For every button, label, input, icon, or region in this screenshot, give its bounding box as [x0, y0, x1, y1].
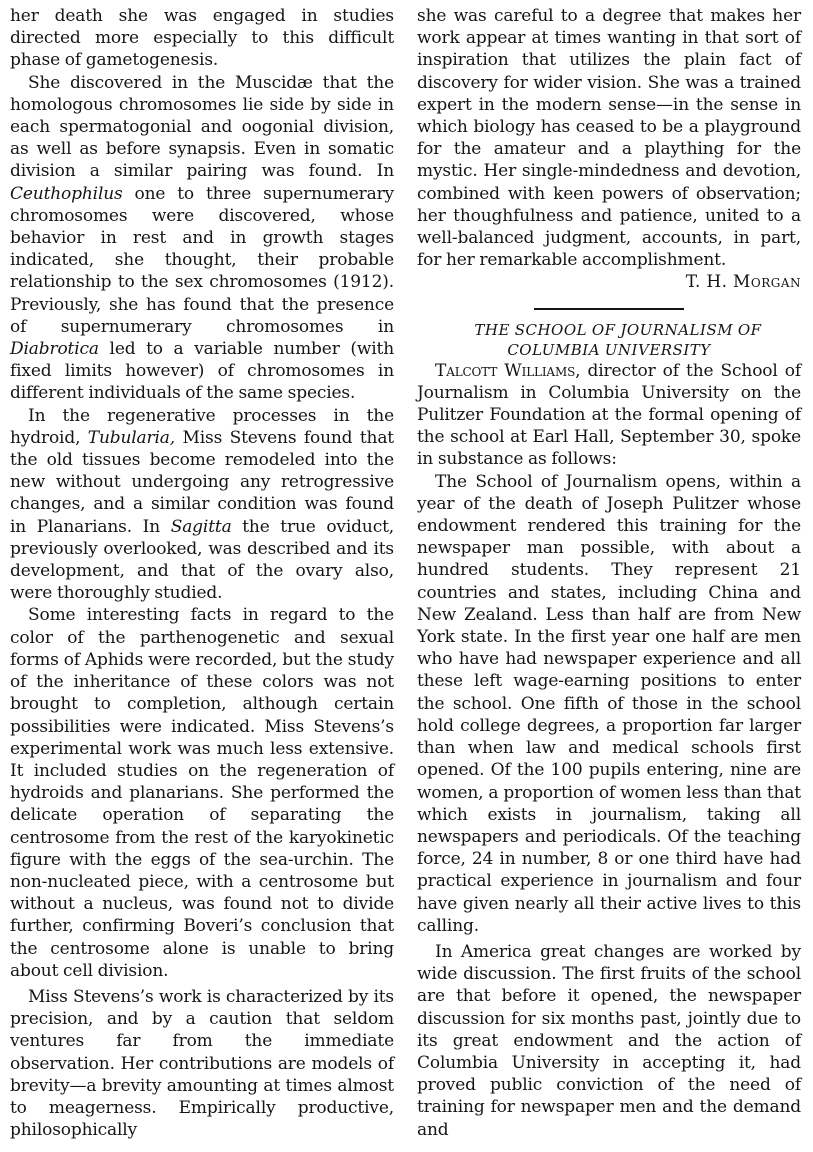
paragraph-character: Miss Stevens’s work is characterized by its precision, and by a caution that seldom ventures far from the immediate observation. Her contributions are models of brevity—a brevity amounting at times almost to meagerness. Empirically productive, philosophically [10, 986, 394, 1141]
author-signature: T. H. Morgan [685, 272, 801, 293]
paragraph-regeneration: In the regenerative processes in the hydroid, Tubularia, Miss Stevens found that the old tissues become remodeled into the new without undergoing any retrogressive changes, and a similar condition was found in Planarians. In Sagitta the true oviduct, previously overlooked, was described and its development, and that of the ovary also, were thoroughly studied. [10, 405, 395, 604]
left-column [10, 5, 394, 1141]
section-divider [534, 308, 684, 310]
right-column [417, 5, 801, 1141]
paragraph-students: The School of Journalism opens, within a year of the death of Joseph Pulitzer whose endowment rendered this training for the newspaper man possible, with about a hundred students. They represent 21 countries and states, including China and New Zealand. Less than half are from New York state. In the first year one half are men who have had newspaper experience and all these left wage-earning positions to enter the school. One fifth of those in the school hold college degrees, a proportion far larger than when law and medical schools first opened. Of the 100 pupils entering, nine are women, a proportion of women less than that which exists in journalism, taking all newspapers and periodicals. Of the teaching force, 24 in number, 8 or one third have had practical experience in journalism and four have given nearly all their active lives to this calling. [417, 471, 801, 936]
genus-name: Diabrotica [10, 339, 99, 360]
paragraph-aphids: Some interesting facts in regard to the color of the parthenogenetic and sexual forms of Aphids were recorded, but the study of the inheritance of these colors was not brought to completion, although certain possibilities were indicated. Miss Stevens’s experimental work was much less extensive. It included studies on the regeneration of hydroids and planarians. She performed the delicate operation of separating the centrosome from the rest of the karyokinetic figure with the eggs of the sea-urchin. The non-nucleated piece, with a centrosome but without a nucleus, was found not to divide further, confirming Boveri’s conclusion that the centrosome alone is unable to bring about cell division. [10, 605, 394, 981]
person-name: Talcott Williams, [435, 360, 581, 381]
paragraph-intro: Talcott Williams, director of the School of Journalism in Columbia University on the Pulitzer Foundation at the formal opening of the school at Earl Hall, September 30, spoke in substance as follows: [417, 360, 802, 470]
paragraph-chromosomes: She discovered in the Muscidæ that the homologous chromosomes lie side by side in each spermatogonial and oogonial division, as well as before synapsis. Even in somatic division a similar pairing was found. In Ceuthophilus one to three supernumerary chromosomes were discovered, whose behavior in rest and in growth stages indicated, she thought, their probable relationship to the sex chromosomes (1912). Previously, she has found that the presence of supernumerary chromosomes in Diabrotica led to a variable number (with fixed limits however) of chromosomes in different individuals of the same species. [10, 72, 394, 404]
paragraph-continued: her death she was engaged in studies directed more especially to this difficult phase of gametogenesis. [10, 6, 394, 71]
paragraph-continued: she was careful to a degree that makes her work appear at times wanting in that sort of inspiration that utilizes the plain fact of discovery for wider vision. She was a trained expert in the modern sense—in the sense in which biology has ceased to be a playground for the amateur and a plaything for the mystic. Her single-mindedness and devotion, combined with keen powers of observation; her thoughfulness and patience, united to a well-balanced judgment, accounts, in part, for her remarkable accomplishment. [417, 6, 801, 271]
genus-name: Ceuthophilus [10, 183, 123, 204]
genus-name: Tubularia, [87, 427, 176, 448]
paragraph-discussion: In America great changes are worked by wide discussion. The first fruits of the school are that before it opened, the newspaper discussion for six months past, jointly due to its great endowment and the action of Columbia University in accepting it, had proved public conviction of the need of training for newspaper men and the demand and [417, 941, 801, 1140]
genus-name: Sagitta [170, 516, 232, 537]
article-title: THE SCHOOL OF JOURNALISM OF COLUMBIA UNIVERSITY [474, 320, 762, 359]
